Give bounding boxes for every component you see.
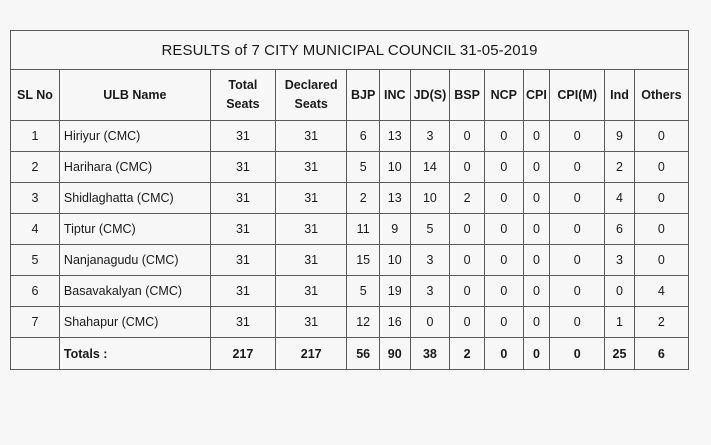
cell-ncp: 0 — [484, 276, 523, 307]
cell-declared-seats: 31 — [276, 307, 347, 338]
totals-declared-seats: 217 — [276, 338, 347, 370]
cell-ulb-name: Tiptur (CMC) — [59, 214, 210, 245]
cell-jds: 5 — [410, 214, 450, 245]
header-total-seats-line2: Seats — [226, 97, 260, 111]
cell-cpim: 0 — [550, 307, 605, 338]
cell-total-seats: 31 — [210, 152, 275, 183]
cell-cpi: 0 — [523, 214, 550, 245]
cell-ulb-name: Harihara (CMC) — [59, 152, 210, 183]
results-table — [10, 30, 689, 370]
cell-ncp: 0 — [484, 183, 523, 214]
header-declared-seats-line1: Declared — [284, 78, 338, 93]
totals-jds: 38 — [410, 338, 450, 370]
cell-inc: 10 — [379, 152, 410, 183]
table-row — [11, 307, 689, 338]
cell-cpim: 0 — [550, 214, 605, 245]
cell-ncp: 0 — [484, 152, 523, 183]
table-title: RESULTS of 7 CITY MUNICIPAL COUNCIL 31-05-2019 — [11, 31, 689, 70]
table-row — [11, 152, 689, 183]
cell-others: 0 — [634, 152, 688, 183]
cell-cpi: 0 — [523, 276, 550, 307]
header-bjp: BJP — [347, 70, 380, 121]
cell-jds: 10 — [410, 183, 450, 214]
cell-others: 0 — [634, 245, 688, 276]
header-declared-seats — [276, 70, 347, 121]
cell-ulb-name: Hiriyur (CMC) — [59, 121, 210, 152]
header-others: Others — [634, 70, 688, 121]
table-row — [11, 121, 689, 152]
totals-ind: 25 — [605, 338, 635, 370]
cell-inc: 16 — [379, 307, 410, 338]
cell-bjp: 12 — [347, 307, 380, 338]
cell-inc: 9 — [379, 214, 410, 245]
cell-total-seats: 31 — [210, 121, 275, 152]
cell-jds: 3 — [410, 121, 450, 152]
cell-cpi: 0 — [523, 121, 550, 152]
cell-cpi: 0 — [523, 245, 550, 276]
cell-cpi: 0 — [523, 183, 550, 214]
cell-bjp: 11 — [347, 214, 380, 245]
results-sheet — [10, 30, 689, 370]
cell-ncp: 0 — [484, 214, 523, 245]
cell-bsp: 0 — [450, 276, 485, 307]
cell-ulb-name: Shahapur (CMC) — [59, 307, 210, 338]
header-sl-no: SL No — [11, 70, 60, 121]
header-declared-seats-line2: Seats — [294, 97, 328, 111]
cell-others: 4 — [634, 276, 688, 307]
cell-bsp: 2 — [450, 183, 485, 214]
cell-bjp: 5 — [347, 276, 380, 307]
header-jds: JD(S) — [410, 70, 450, 121]
cell-jds: 14 — [410, 152, 450, 183]
cell-cpim: 0 — [550, 121, 605, 152]
totals-bjp: 56 — [347, 338, 380, 370]
cell-total-seats: 31 — [210, 214, 275, 245]
cell-jds: 3 — [410, 245, 450, 276]
cell-jds: 0 — [410, 307, 450, 338]
cell-declared-seats: 31 — [276, 245, 347, 276]
cell-jds: 3 — [410, 276, 450, 307]
cell-ind: 1 — [605, 307, 635, 338]
cell-ncp: 0 — [484, 245, 523, 276]
table-row — [11, 276, 689, 307]
totals-label: Totals : — [59, 338, 210, 370]
totals-others: 6 — [634, 338, 688, 370]
cell-sl-no: 5 — [11, 245, 60, 276]
totals-total-seats: 217 — [210, 338, 275, 370]
header-row — [11, 70, 689, 121]
cell-total-seats: 31 — [210, 245, 275, 276]
cell-ind: 3 — [605, 245, 635, 276]
cell-ulb-name: Shidlaghatta (CMC) — [59, 183, 210, 214]
title-row — [11, 31, 689, 70]
cell-sl-no: 6 — [11, 276, 60, 307]
table-row — [11, 183, 689, 214]
cell-total-seats: 31 — [210, 276, 275, 307]
cell-declared-seats: 31 — [276, 183, 347, 214]
cell-others: 0 — [634, 121, 688, 152]
cell-bsp: 0 — [450, 152, 485, 183]
header-total-seats — [210, 70, 275, 121]
totals-cpi: 0 — [523, 338, 550, 370]
cell-ncp: 0 — [484, 121, 523, 152]
cell-bjp: 6 — [347, 121, 380, 152]
cell-bsp: 0 — [450, 245, 485, 276]
cell-cpi: 0 — [523, 307, 550, 338]
cell-ind: 2 — [605, 152, 635, 183]
cell-ind: 9 — [605, 121, 635, 152]
cell-sl-no: 3 — [11, 183, 60, 214]
cell-ind: 0 — [605, 276, 635, 307]
cell-sl-no: 2 — [11, 152, 60, 183]
cell-others: 0 — [634, 183, 688, 214]
cell-bjp: 15 — [347, 245, 380, 276]
header-ulb-name: ULB Name — [59, 70, 210, 121]
header-cpim: CPI(M) — [550, 70, 605, 121]
header-ind: Ind — [605, 70, 635, 121]
table-row — [11, 245, 689, 276]
cell-others: 0 — [634, 214, 688, 245]
cell-declared-seats: 31 — [276, 152, 347, 183]
totals-inc: 90 — [379, 338, 410, 370]
header-cpi: CPI — [523, 70, 550, 121]
cell-cpim: 0 — [550, 183, 605, 214]
cell-sl-no: 7 — [11, 307, 60, 338]
cell-ncp: 0 — [484, 307, 523, 338]
totals-cpim: 0 — [550, 338, 605, 370]
totals-row — [11, 338, 689, 370]
cell-inc: 19 — [379, 276, 410, 307]
totals-bsp: 2 — [450, 338, 485, 370]
cell-bsp: 0 — [450, 307, 485, 338]
totals-sl-blank — [11, 338, 60, 370]
cell-bjp: 2 — [347, 183, 380, 214]
cell-cpim: 0 — [550, 245, 605, 276]
cell-inc: 13 — [379, 183, 410, 214]
cell-others: 2 — [634, 307, 688, 338]
cell-inc: 10 — [379, 245, 410, 276]
header-ncp: NCP — [484, 70, 523, 121]
header-inc: INC — [379, 70, 410, 121]
cell-cpi: 0 — [523, 152, 550, 183]
cell-ulb-name: Basavakalyan (CMC) — [59, 276, 210, 307]
cell-total-seats: 31 — [210, 183, 275, 214]
cell-bsp: 0 — [450, 214, 485, 245]
cell-cpim: 0 — [550, 152, 605, 183]
table-row — [11, 214, 689, 245]
cell-bjp: 5 — [347, 152, 380, 183]
cell-sl-no: 4 — [11, 214, 60, 245]
totals-ncp: 0 — [484, 338, 523, 370]
cell-inc: 13 — [379, 121, 410, 152]
cell-sl-no: 1 — [11, 121, 60, 152]
header-total-seats-line1: Total — [228, 78, 258, 93]
cell-ind: 4 — [605, 183, 635, 214]
cell-total-seats: 31 — [210, 307, 275, 338]
cell-declared-seats: 31 — [276, 121, 347, 152]
cell-bsp: 0 — [450, 121, 485, 152]
header-bsp: BSP — [450, 70, 485, 121]
cell-ind: 6 — [605, 214, 635, 245]
cell-declared-seats: 31 — [276, 276, 347, 307]
cell-cpim: 0 — [550, 276, 605, 307]
cell-ulb-name: Nanjanagudu (CMC) — [59, 245, 210, 276]
cell-declared-seats: 31 — [276, 214, 347, 245]
